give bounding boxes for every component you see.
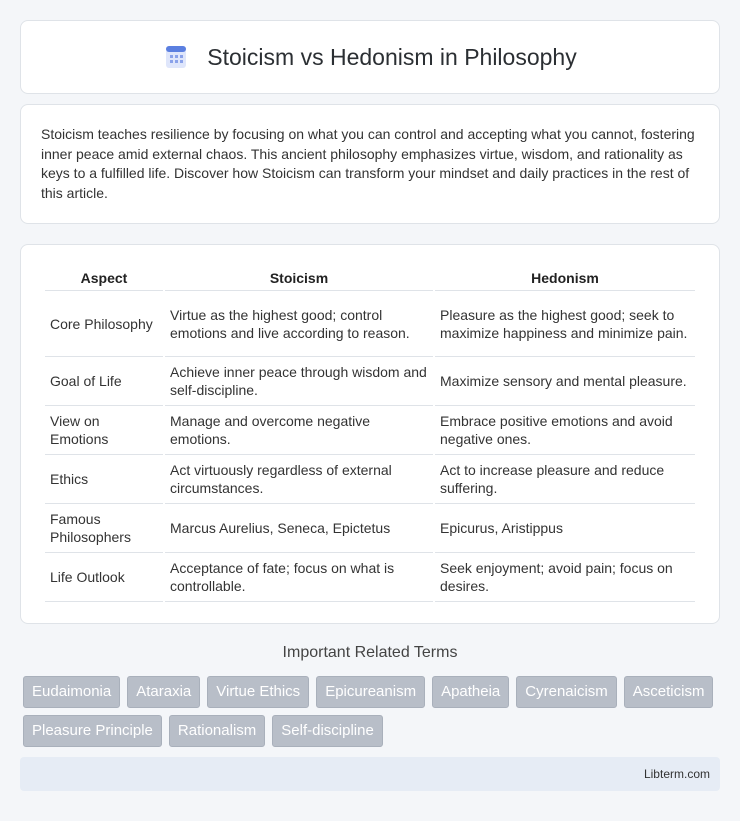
cell-hedonism: Embrace positive emotions and avoid negative ones. (435, 406, 695, 455)
intro-card (20, 104, 720, 224)
tag-epicureanism[interactable]: Epicureanism (316, 676, 425, 708)
header-hedonism: Hedonism (435, 261, 695, 291)
cell-hedonism: Maximize sensory and mental pleasure. (435, 357, 695, 406)
header-aspect: Aspect (45, 261, 163, 291)
cell-aspect: Core Philosophy (45, 291, 163, 357)
cell-stoicism: Manage and overcome negative emotions. (165, 406, 433, 455)
table-row (45, 504, 695, 553)
cell-hedonism: Epicurus, Aristippus (435, 504, 695, 553)
cell-aspect: Goal of Life (45, 357, 163, 406)
cell-aspect: Famous Philosophers (45, 504, 163, 553)
cell-aspect: Ethics (45, 455, 163, 504)
tag-cyrenaicism[interactable]: Cyrenaicism (516, 676, 617, 708)
header-stoicism: Stoicism (165, 261, 433, 291)
cell-aspect: Life Outlook (45, 553, 163, 602)
comparison-table-card (20, 244, 720, 624)
tag-self-discipline[interactable]: Self-discipline (272, 715, 383, 747)
cell-stoicism: Acceptance of fate; focus on what is controllable. (165, 553, 433, 602)
cell-stoicism: Act virtuously regardless of external circumstances. (165, 455, 433, 504)
tag-rationalism[interactable]: Rationalism (169, 715, 265, 747)
cell-hedonism: Pleasure as the highest good; seek to maximize happiness and minimize pain. (435, 291, 695, 357)
comparison-table (43, 261, 697, 602)
table-row (45, 291, 695, 357)
tag-ataraxia[interactable]: Ataraxia (127, 676, 200, 708)
table-row (45, 553, 695, 602)
page-title: Stoicism vs Hedonism in Philosophy (207, 43, 577, 70)
tag-pleasure-principle[interactable]: Pleasure Principle (23, 715, 162, 747)
intro-text: Stoicism teaches resilience by focusing on what you can control and accepting what you cannot, fostering inner peace amid external chaos. This ancient philosophy emphasizes virtue, wisdom, and rationality as keys to a fulfilled life. Discover how Stoicism can transform your mindset and daily practices in the rest of this article. (41, 126, 695, 201)
document-icon (163, 44, 189, 70)
tag-virtue-ethics[interactable]: Virtue Ethics (207, 676, 309, 708)
tag-eudaimonia[interactable]: Eudaimonia (23, 676, 120, 708)
table-row (45, 357, 695, 406)
tag-asceticism[interactable]: Asceticism (624, 676, 714, 708)
cell-hedonism: Act to increase pleasure and reduce suffering. (435, 455, 695, 504)
cell-stoicism: Marcus Aurelius, Seneca, Epictetus (165, 504, 433, 553)
footer (20, 757, 720, 791)
title-card (20, 20, 720, 94)
cell-stoicism: Achieve inner peace through wisdom and self-discipline. (165, 357, 433, 406)
cell-aspect: View on Emotions (45, 406, 163, 455)
table-header-row (45, 261, 695, 291)
cell-stoicism: Virtue as the highest good; control emotions and live according to reason. (165, 291, 433, 357)
table-row (45, 455, 695, 504)
tag-apatheia[interactable]: Apatheia (432, 676, 509, 708)
table-row (45, 406, 695, 455)
related-terms-title: Important Related Terms (282, 644, 458, 661)
cell-hedonism: Seek enjoyment; avoid pain; focus on desires. (435, 553, 695, 602)
related-terms-tags (23, 676, 723, 747)
footer-site-link[interactable]: Libterm.com (643, 767, 710, 781)
